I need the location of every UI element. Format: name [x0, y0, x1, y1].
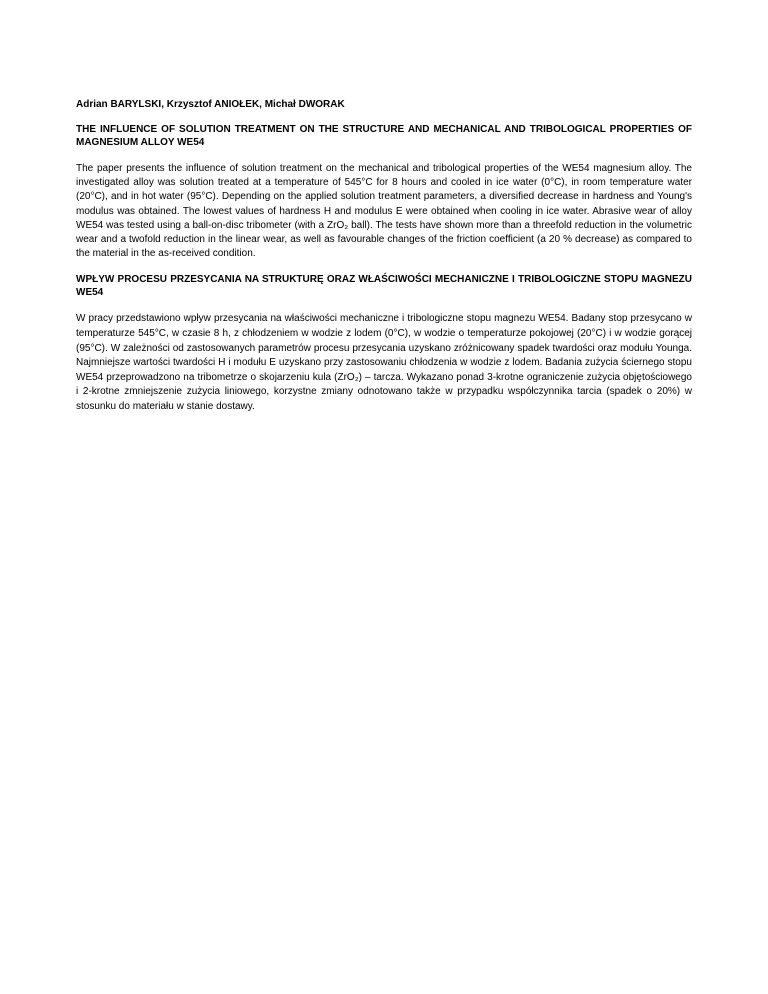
title-english: THE INFLUENCE OF SOLUTION TREATMENT ON THE STRUCTURE AND MECHANICAL AND TRIBOLOGICAL PROPERTIES OF MAGNESIUM ALLOY WE54	[76, 124, 692, 148]
authors: Adrian BARYLSKI, Krzysztof ANIOŁEK, Michał DWORAK	[76, 99, 345, 110]
abstract-english: The paper presents the influence of solution treatment on the mechanical and tribological properties of the WE54 magnesium alloy. The investigated alloy was solution treated at a temperature of 545°C for 8 hours and cooled in ice water (0°C), in room temperature water (20°C), and in hot water (95°C). Depending on the applied solution treatment parameters, a diversified decrease in hardness and Young's modulus was obtained. The lowest values of hardness H and modulus E were obtained when cooling in ice water. Abrasive wear of alloy WE54 was tested using a ball-on-disc tribometer (with a ZrO₂ ball). The tests have shown more than a threefold reduction in the volumetric wear and a twofold reduction in the linear wear, as well as favourable changes of the friction coefficient (a 20 % decrease) as compared to the material in the as-received condition.	[76, 163, 692, 260]
document-page	[76, 98, 692, 415]
title-polish: WPŁYW PROCESU PRZESYCANIA NA STRUKTURĘ ORAZ WŁAŚCIWOŚCI MECHANICZNE I TRIBOLOGICZNE STOPU MAGNEZU WE54	[76, 274, 692, 299]
abstract-polish: W pracy przedstawiono wpływ przesycania na właściwości mechaniczne i tribologiczne stopu magnezu WE54. Badany stop przesycano w temperaturze 545°C, w czasie 8 h, z chłodzeniem w wodzie z lodem (0°C), w wodzie o temperaturze pokojowej (20°C) i w wodzie gorącej (95°C). W zależności od zastosowanych parametrów procesu przesycania uzyskano zróżnicowany spadek twardości oraz modułu Younga. Najmniejsze wartości twardości H i modułu E uzyskano przy zastosowaniu chłodzenia w wodzie z lodem. Badania zużycia ściernego stopu WE54 przeprowadzono na tribometrze o skojarzeniu kula (ZrO₂) – tarcza. Wykazano ponad 3-krotne ograniczenie zużycia objętościowego i 2-krotne zmniejszenie zużycia liniowego, korzystne zmiany odnotowano także w przypadku współczynnika tarcia (spadek o 20%) w stosunku do materiału w stanie dostawy.	[76, 313, 692, 412]
